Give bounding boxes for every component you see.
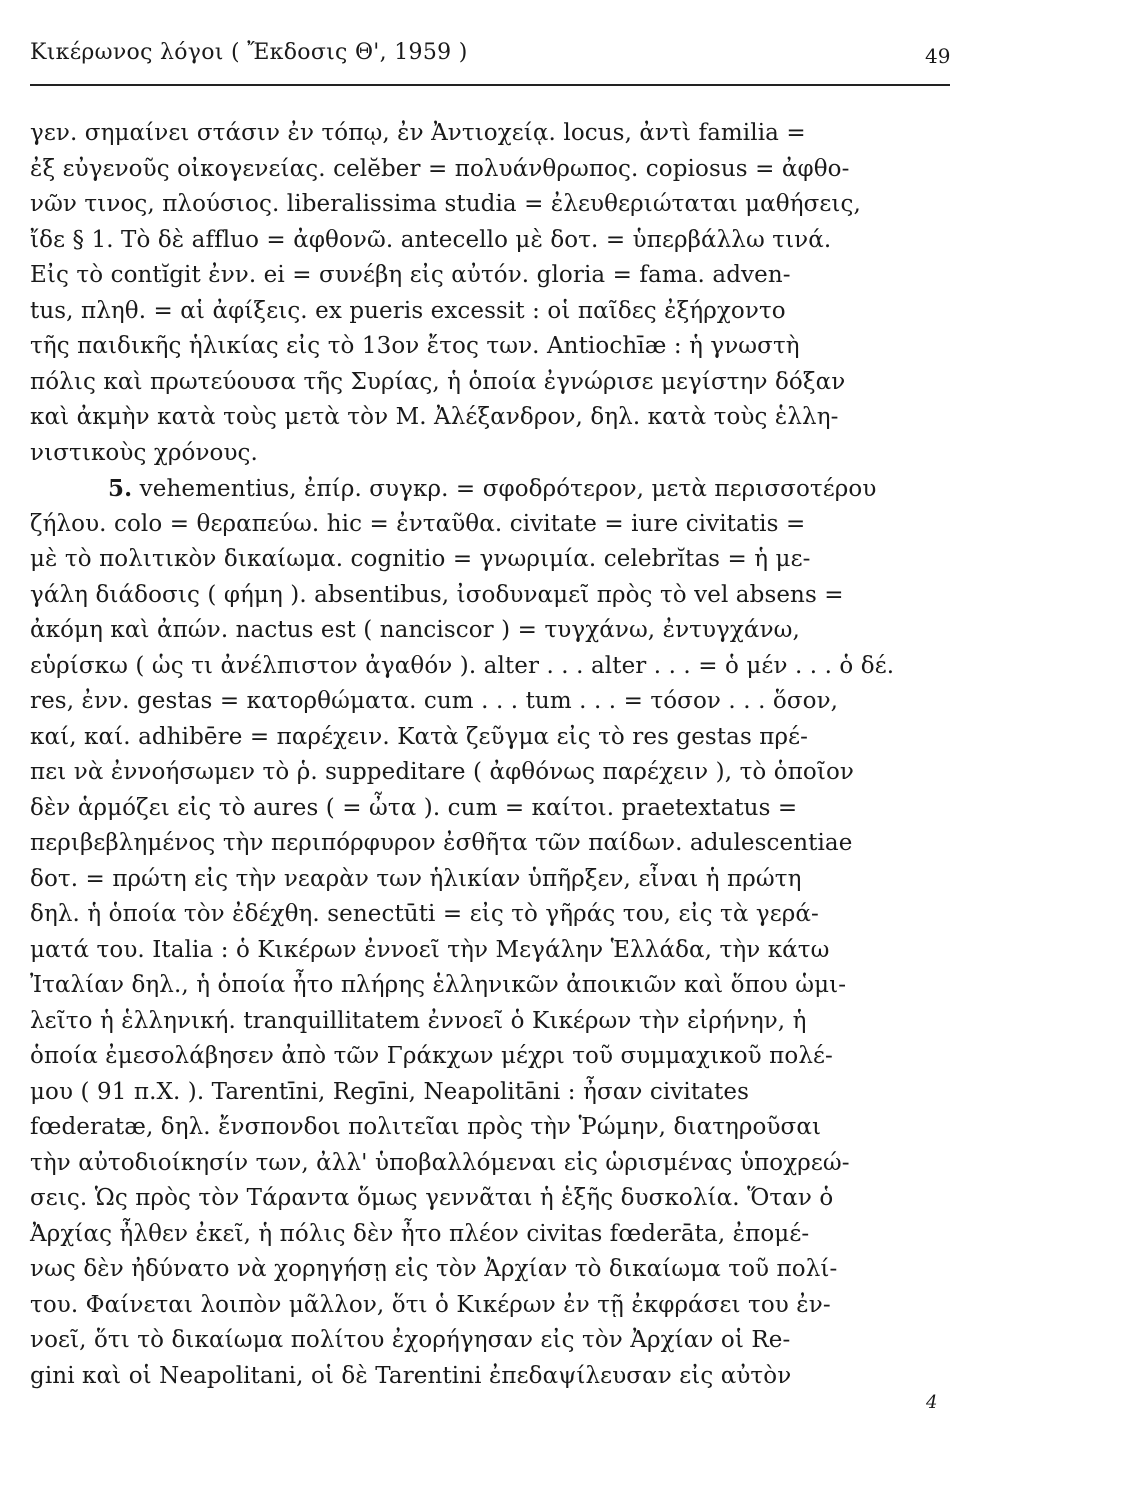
text-line: tus, πληθ. = αἱ ἀφίξεις. ex pueris excessit : οἱ παῖδες ἐξήρχοντο [30, 297, 786, 324]
text-line: τῆς παιδικῆς ἡλικίας εἰς τὸ 13ον ἔτος των. Antiochīæ : ἡ γνωστὴ [30, 333, 800, 359]
text-line: ἴδε § 1. Τὸ δὲ affluo = ἀφθονῶ. antecello μὲ δοτ. = ὑπερβάλλω τινά. [30, 226, 832, 253]
header-rule [30, 84, 950, 86]
signature-mark: 4 [926, 1392, 938, 1413]
text-line: περιβεβλημένος τὴν περιπόρφυρον ἐσθῆτα τῶν παίδων. adulescentiae [30, 830, 853, 856]
running-header: Κικέρωνος λόγοι ( Ἔκδοσις Θ', 1959 ) [30, 40, 468, 65]
text-line: τὴν αὐτοδιοίκησίν των, ἀλλ' ὑποβαλλόμεναι εἰς ὡρισμένας ὑποχρεώ- [30, 1149, 850, 1176]
text-line: δοτ. = πρώτη εἰς τὴν νεαρὰν των ἡλικίαν ὑπῆρξεν, εἶναι ἡ πρώτη [30, 865, 802, 892]
text-line: πόλις καὶ πρωτεύουσα τῆς Συρίας, ἡ ὁποία ἐγνώρισε μεγίστην δόξαν [30, 368, 846, 395]
text-line: γάλη διάδοσις ( φήμη ). absentibus, ἰσοδυναμεῖ πρὸς τὸ vel absens = [30, 581, 844, 608]
text-line: δὲν ἁρμόζει εἰς τὸ aures ( = ὦτα ). cum = καίτοι. praetextatus = [30, 794, 798, 821]
text-line: του. Φαίνεται λοιπὸν μᾶλλον, ὅτι ὁ Κικέρων ἐν τῇ ἐκφράσει του ἐν- [30, 1291, 831, 1318]
text-line: καὶ ἀκμὴν κατὰ τοὺς μετὰ τὸν Μ. Ἀλέξανδρον, δηλ. κατὰ τοὺς ἑλλη- [30, 404, 839, 430]
text-line: Εἰς τὸ contĭgit ἐνν. ei = συνέβη εἰς αὐτόν. gloria = fama. adven- [30, 262, 791, 288]
text-line: γεν. σημαίνει στάσιν ἐν τόπῳ, ἐν Ἀντιοχείᾳ. locus, ἀντὶ familia = [30, 120, 806, 146]
text-line: πει νὰ ἐννοήσωμεν τὸ ῥ. suppeditare ( ἀφθόνως παρέχειν ), τὸ ὁποῖον [30, 759, 855, 785]
text-line: ζήλου. colo = θεραπεύω. hic = ἐνταῦθα. civitate = iure civitatis = [30, 510, 806, 537]
text-line: res, ἐνν. gestas = κατορθώματα. cum . . . tum . . . = τόσον . . . ὅσον, [30, 688, 839, 714]
text-line: νοεῖ, ὅτι τὸ δικαίωμα πολίτου ἐχορήγησαν εἰς τὸν Ἀρχίαν οἱ Re- [30, 1327, 791, 1353]
text-line: fœderatæ, δηλ. ἔνσπονδοι πολιτεῖαι πρὸς τὴν Ῥώμην, διατηροῦσαι [30, 1114, 822, 1140]
text-line: μου ( 91 π.Χ. ). Tarentīni, Regīni, Neapolitāni : ἦσαν civitates [30, 1078, 749, 1105]
text-line: δηλ. ἡ ὁποία τὸν ἐδέχθη. senectūti = εἰς τὸ γῆράς του, εἰς τὰ γερά- [30, 901, 819, 927]
text-line: ματά του. Italia : ὁ Κικέρων ἐννοεῖ τὴν Μεγάλην Ἑλλάδα, τὴν κάτω [30, 936, 830, 963]
page-number: 49 [925, 44, 951, 68]
text-line: εὑρίσκω ( ὡς τι ἀνέλπιστον ἀγαθόν ). alter . . . alter . . . = ὁ μέν . . . ὁ δέ. [30, 652, 895, 679]
text-line: ἀκόμη καὶ ἀπών. nactus est ( nanciscor ) = τυγχάνω, ἐντυγχάνω, [30, 617, 800, 643]
text-line: ἐξ εὐγενοῦς οἰκογενείας. celĕber = πολυάνθρωπος. copiosus = ἀφθο- [30, 155, 850, 182]
text-line: νως δὲν ἠδύνατο νὰ χορηγήσῃ εἰς τὸν Ἀρχίαν τὸ δικαίωμα τοῦ πολί- [30, 1256, 838, 1282]
text-line: νῶν τινος, πλούσιος. liberalissima studia = ἐλευθεριώταται μαθήσεις, [30, 191, 861, 217]
section-first-text: vehementius, ἐπίρ. συγκρ. = σφοδρότερον, μετὰ περισσοτέρου [139, 476, 877, 502]
text-line: Ἀρχίας ἦλθεν ἐκεῖ, ἡ πόλις δὲν ἦτο πλέον civitas fœderāta, ἐπομέ- [30, 1220, 810, 1247]
section-5-first-line [30, 471, 955, 507]
text-line: μὲ τὸ πολιτικὸν δικαίωμα. cognitio = γνωριμία. celebrĭtas = ἡ με- [30, 546, 811, 572]
text-line: νιστικοὺς χρόνους. [30, 439, 258, 466]
text-line: καί, καί. adhibēre = παρέχειν. Κατὰ ζεῦγμα εἰς τὸ res gestas πρέ- [30, 723, 809, 750]
text-line: σεις. Ὡς πρὸς τὸν Τάραντα ὅμως γεννᾶται ἡ ἑξῆς δυσκολία. Ὅταν ὁ [30, 1185, 834, 1211]
text-line: gini καὶ οἱ Neapolitani, οἱ δὲ Tarentini ἐπεδαψίλευσαν εἰς αὐτὸν [30, 1362, 792, 1389]
text-line: λεῖτο ἡ ἑλληνική. tranquillitatem ἐννοεῖ ὁ Κικέρων τὴν εἰρήνην, ἡ [30, 1007, 807, 1034]
text-line: Ἰταλίαν δηλ., ἡ ὁποία ἦτο πλήρης ἑλληνικῶν ἀποικιῶν καὶ ὅπου ὡμι- [30, 972, 847, 998]
body-text [30, 116, 955, 1394]
section-number: 5. [108, 475, 133, 502]
text-line: ὁποία ἐμεσολάβησεν ἀπὸ τῶν Γράκχων μέχρι τοῦ συμμαχικοῦ πολέ- [30, 1043, 833, 1069]
